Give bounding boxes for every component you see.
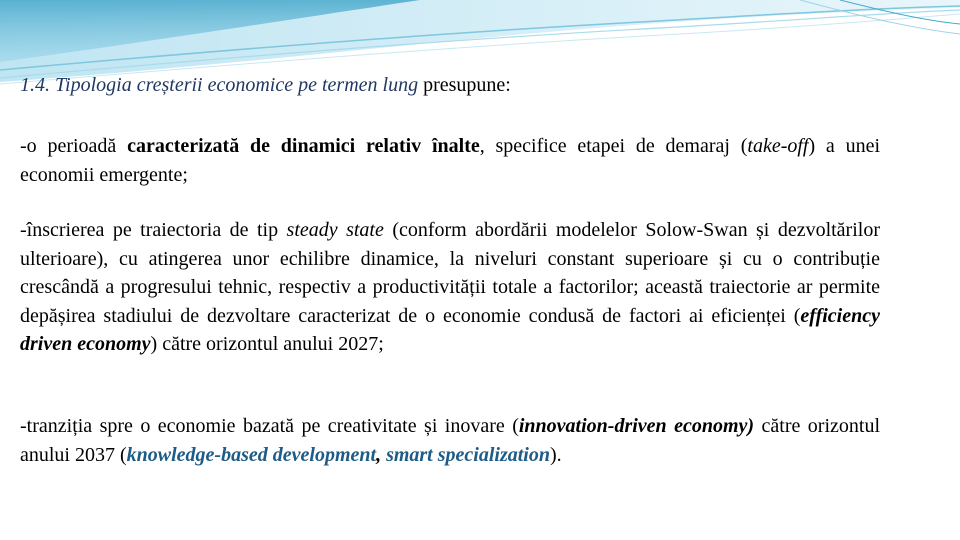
para1-text-e: ) a unei economii emergente;	[20, 135, 881, 186]
para2-text-e: ) către orizontul anului 2027;	[150, 333, 384, 356]
para2-text-a: -înscrierea pe traiectoria de tip	[20, 219, 287, 241]
para1-text-a: -o perioadă	[20, 135, 128, 157]
para3-text-a: -tranziția spre o economie bazată pe creativitate și inovare (	[20, 415, 519, 437]
para2-text-c: (conform abordării modelelor Solow-Swan și dezvoltărilor ulterioare), cu atingerea unor echilibre dinamice, la niveluri constant superioare și cu o contribuție crescândă a progresului tehnic, respectiv a productivității totale a factorilor; această traiectorie ar permite depășirea stadiului de dezvoltare caracterizat de o economie condusă de factori ai eficienței (	[20, 219, 880, 327]
para3-separator: ,	[376, 443, 387, 466]
heading-title: 1.4. Tipologia creșterii economice pe termen lung	[20, 74, 419, 96]
para1-italic: take-off	[747, 135, 809, 157]
heading-suffix: presupune:	[418, 74, 511, 96]
para3-bold-italic: innovation-driven economy)	[518, 415, 755, 437]
paragraph-3	[20, 412, 880, 469]
para2-italic: steady state	[286, 219, 384, 241]
paragraph-1	[20, 132, 880, 189]
para2-bold-italic: efficiency driven economy	[20, 304, 880, 356]
slide-heading	[20, 72, 880, 98]
para3-text-g: ).	[549, 443, 562, 466]
para3-highlight-1: knowledge-based development	[126, 443, 377, 466]
para3-highlight-2: smart specialization	[386, 443, 550, 466]
para3-text-c: către orizontul anului 2037 (	[20, 415, 880, 466]
para1-bold: caracterizată de dinamici relativ înalte	[127, 135, 480, 157]
paragraph-2	[20, 216, 880, 359]
para1-text-c: , specifice etapei de demaraj (	[479, 135, 748, 157]
